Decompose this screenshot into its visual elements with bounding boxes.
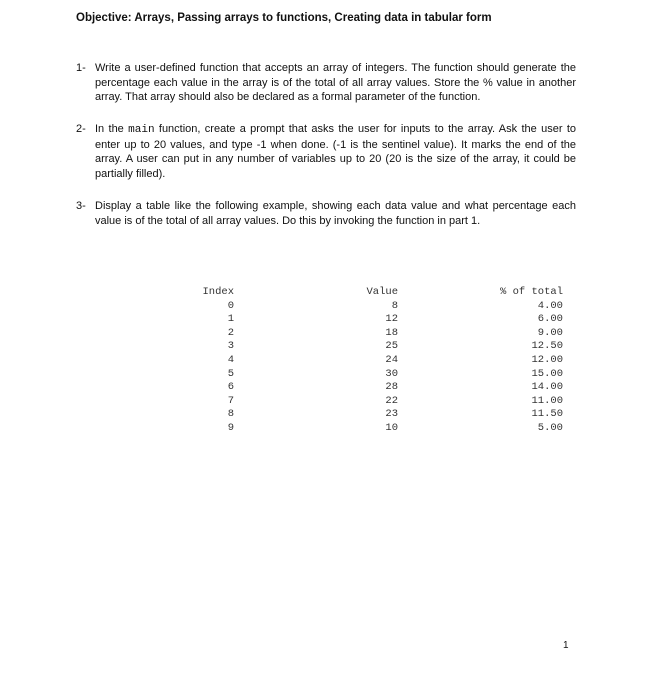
index-cell: 1 <box>227 313 234 326</box>
index-header: Index <box>202 286 234 298</box>
index-cell: 8 <box>227 408 234 421</box>
value-column <box>360 286 398 436</box>
index-cell: 3 <box>227 340 234 353</box>
question-number: 1- <box>76 62 86 74</box>
percent-header: % of total <box>499 286 563 298</box>
index-cell: 2 <box>227 326 234 339</box>
value-cell: 28 <box>385 381 398 394</box>
value-cell: 30 <box>385 367 398 380</box>
percent-cell: 4.00 <box>537 299 563 312</box>
index-cell: 7 <box>227 394 234 407</box>
percent-cell: 5.00 <box>537 421 563 434</box>
index-cell: 4 <box>227 353 234 366</box>
page-number: 1 <box>563 640 569 651</box>
percent-cell: 11.00 <box>531 394 563 407</box>
percent-column <box>478 286 563 436</box>
percent-cell: 14.00 <box>531 381 563 394</box>
value-cell: 10 <box>385 421 398 434</box>
question-text-end: function, create a prompt that asks the user for inputs to the array. Ask the user to enter up to 20 values, and type -1 when done. (-1 is the sentinel value). It marks the end of the array. A user can put in any number of variables up to 20 (20 is the size of the array, it could be partially filled). <box>95 123 576 180</box>
question-text <box>95 122 576 181</box>
value-cell: 25 <box>385 340 398 353</box>
question-2 <box>76 122 576 181</box>
percent-cell: 11.50 <box>531 408 563 421</box>
value-cell: 12 <box>385 313 398 326</box>
index-column <box>198 286 234 436</box>
value-cell: 22 <box>385 394 398 407</box>
value-cell: 24 <box>385 353 398 366</box>
percent-cell: 12.50 <box>531 340 563 353</box>
index-cell: 9 <box>227 421 234 434</box>
percent-cell: 15.00 <box>531 367 563 380</box>
index-cell: 0 <box>227 299 234 312</box>
percent-cell: 6.00 <box>537 313 563 326</box>
value-cell: 18 <box>385 326 398 339</box>
code-main: main <box>128 124 155 136</box>
value-header: Value <box>366 286 398 298</box>
question-text-start: In the <box>95 123 129 135</box>
question-1 <box>76 61 576 105</box>
page-title: Objective: Arrays, Passing arrays to functions, Creating data in tabular form <box>76 12 492 24</box>
index-cell: 5 <box>227 367 234 380</box>
question-number: 3- <box>76 200 86 212</box>
index-cell: 6 <box>227 381 234 394</box>
percent-cell: 9.00 <box>537 326 563 339</box>
percent-cell: 12.00 <box>531 353 563 366</box>
question-text: Write a user-defined function that accepts an array of integers. The function should generate the percentage each value in the array is of the total of all array values. Store the % value in another array. That array should also be declared as a formal parameter of the function. <box>95 62 576 103</box>
question-3 <box>76 199 576 228</box>
question-text: Display a table like the following example, showing each data value and what percentage each value is of the total of all array values. Do this by invoking the function in part 1. <box>95 200 576 227</box>
question-number: 2- <box>76 123 86 135</box>
value-cell: 23 <box>385 408 398 421</box>
value-cell: 8 <box>391 299 398 312</box>
